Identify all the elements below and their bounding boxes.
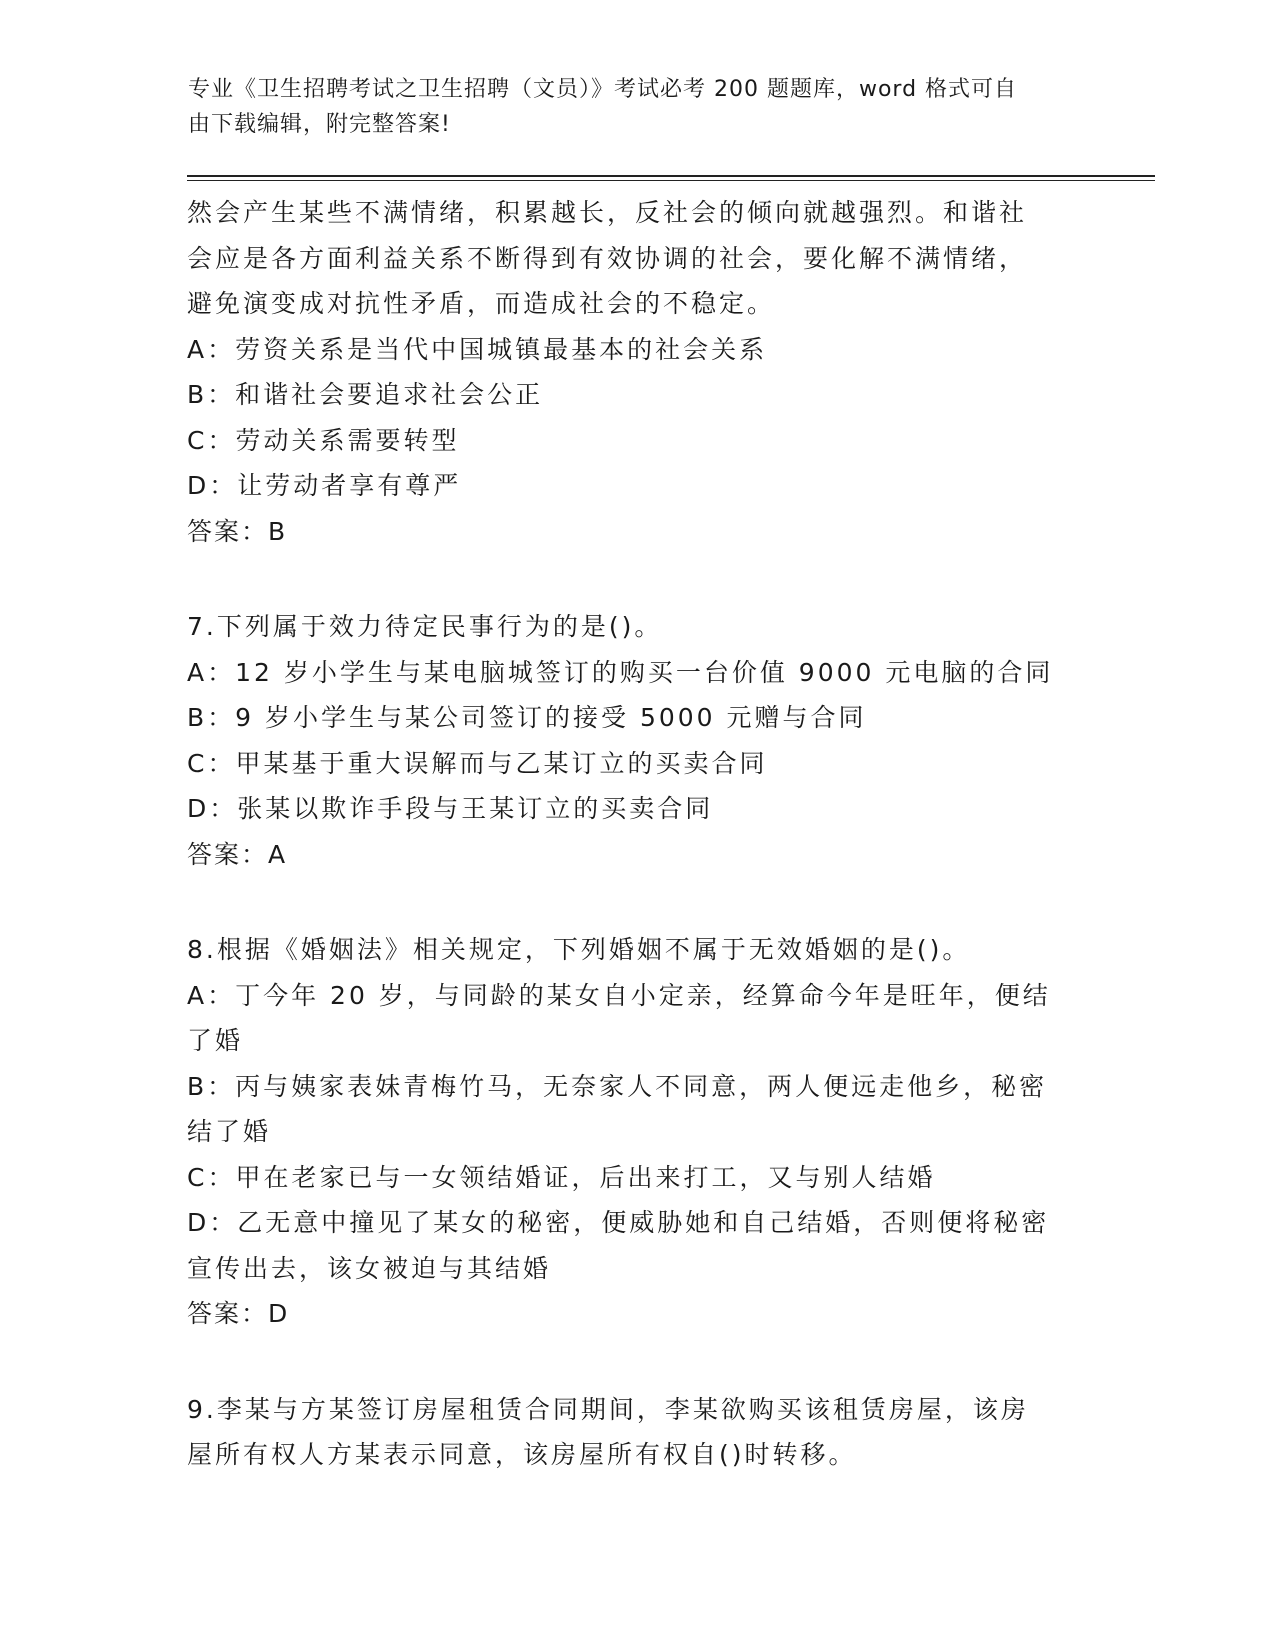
question-stem: 8.根据《婚姻法》相关规定，下列婚姻不属于无效婚姻的是()。 <box>187 935 971 964</box>
header-line-2: 由下载编辑，附完整答案! <box>188 112 451 137</box>
page-header <box>188 72 1068 142</box>
option-a-continued: 了婚 <box>187 1026 244 1055</box>
header-line-1: 专业《卫生招聘考试之卫生招聘（文员）》考试必考 200 题题库，word 格式可自 <box>188 77 1018 102</box>
question-stem-continued: 屋所有权人方某表示同意，该房屋所有权自()时转移。 <box>187 1440 857 1469</box>
option-a: A：12 岁小学生与某电脑城签订的购买一台价值 9000 元电脑的合同 <box>187 657 1054 687</box>
stem-line: 避免演变成对抗性矛盾，而造成社会的不稳定。 <box>187 289 776 318</box>
question-stem: 9.李某与方某签订房屋租赁合同期间，李某欲购买该租赁房屋，该房 <box>187 1394 1029 1424</box>
question-continuation <box>187 190 1087 554</box>
question-stem: 7.下列属于效力待定民事行为的是()。 <box>187 612 663 641</box>
option-a: A：劳资关系是当代中国城镇最基本的社会关系 <box>187 334 768 364</box>
header-divider <box>187 175 1155 181</box>
answer-line: 答案：D <box>187 1299 290 1328</box>
question-8 <box>187 927 1087 1337</box>
option-c: C：劳动关系需要转型 <box>187 425 460 455</box>
option-b: B：丙与姨家表妹青梅竹马，无奈家人不同意，两人便远走他乡，秘密 <box>187 1071 1048 1101</box>
question-9 <box>187 1387 1087 1478</box>
stem-line: 会应是各方面利益关系不断得到有效协调的社会，要化解不满情绪， <box>187 243 1028 273</box>
document-body <box>187 190 1087 1478</box>
stem-line: 然会产生某些不满情绪，积累越长，反社会的倾向就越强烈。和谐社 <box>187 198 1028 227</box>
option-a: A：丁今年 20 岁，与同龄的某女自小定亲，经算命今年是旺年，便结 <box>187 980 1051 1010</box>
option-c: C：甲在老家已与一女领结婚证，后出来打工，又与别人结婚 <box>187 1162 936 1192</box>
question-7 <box>187 604 1087 877</box>
option-d: D：张某以欺诈手段与王某订立的买卖合同 <box>187 794 714 823</box>
answer-line: 答案：B <box>187 516 288 546</box>
option-b-continued: 结了婚 <box>187 1117 272 1146</box>
option-b: B：9 岁小学生与某公司签订的接受 5000 元赠与合同 <box>187 703 867 732</box>
option-d: D：让劳动者享有尊严 <box>187 471 462 500</box>
option-d-continued: 宣传出去，该女被迫与其结婚 <box>187 1253 552 1283</box>
option-b: B：和谐社会要追求社会公正 <box>187 380 544 409</box>
option-c: C：甲某基于重大误解而与乙某订立的买卖合同 <box>187 748 768 778</box>
answer-line: 答案：A <box>187 839 288 869</box>
option-d: D：乙无意中撞见了某女的秘密，便威胁她和自己结婚，否则便将秘密 <box>187 1208 1050 1237</box>
